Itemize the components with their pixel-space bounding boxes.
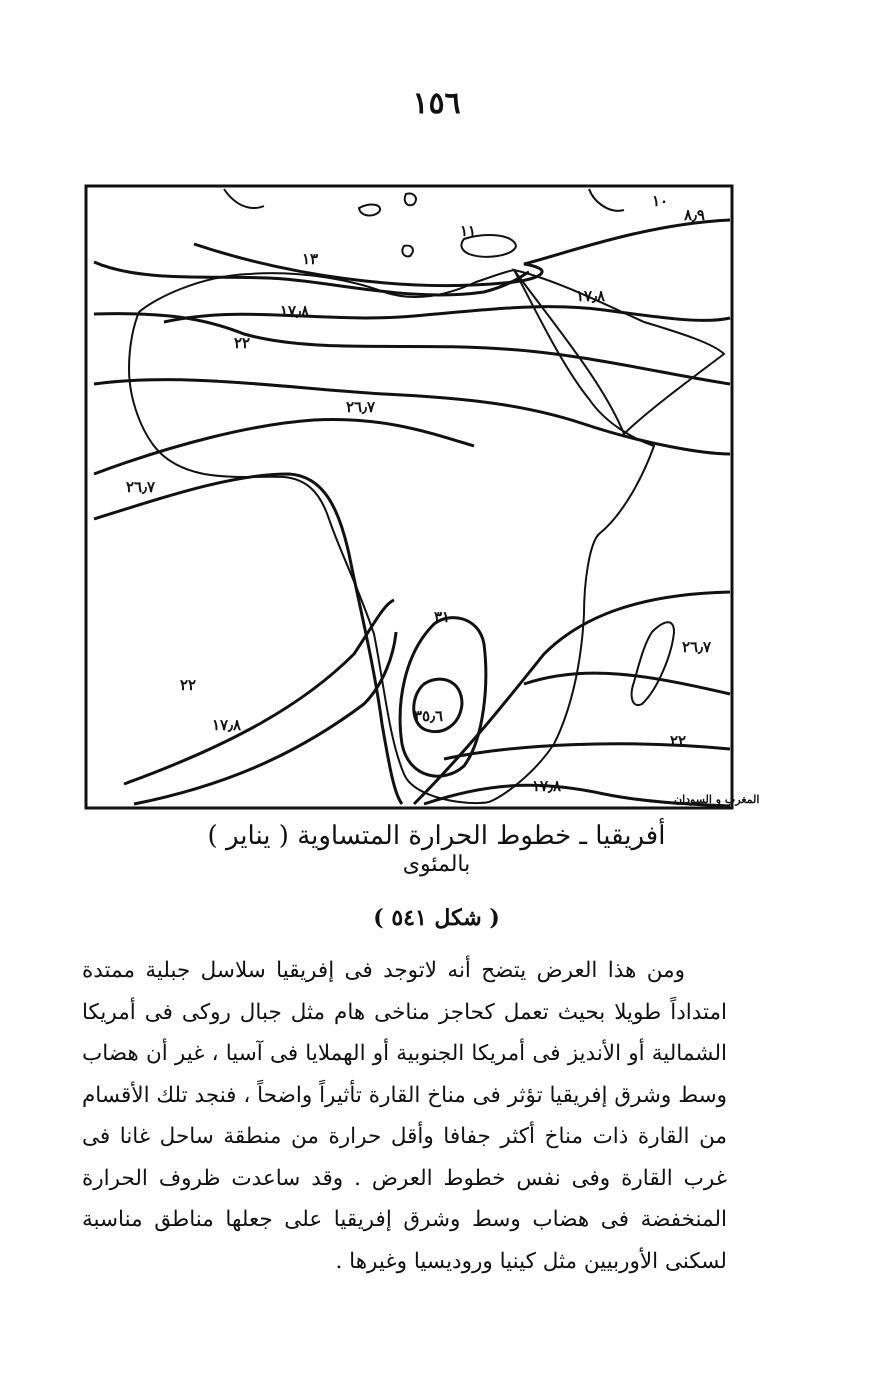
isotherm-label: ١١ <box>460 222 477 240</box>
isotherm-label: ١٧٫٨ <box>212 716 242 734</box>
isotherm-label: ٣١ <box>434 608 451 626</box>
island-outline <box>405 194 416 206</box>
map-border <box>86 186 732 808</box>
page-number: ١٥٦ <box>412 86 461 121</box>
island-outline <box>402 246 412 257</box>
isotherm-label: ١٠ <box>652 192 669 210</box>
africa-coastline <box>129 270 654 803</box>
africa-isotherm-map <box>84 184 760 810</box>
body-paragraph: ومن هذا العرض يتضح أنه لاتوجد فى إفريقيا سلاسل جبلية ممتدة امتداداً طويلا بحيث تعمل كحاجز مناخى هام مثل جبال روكى فى أمريكا الشمالية أو الأنديز فى أمريكا الجنوبية أو الهملايا فى آسيا ، غير أن هضاب وسط وشرق إفريقيا تؤثر فى مناخ القارة تأثيراً واضحاً ، فنجد تلك الأقسام من القارة ذات مناخ أكثر جفافا وأقل حرارة من منطقة ساحل غانا فى غرب القارة وفى نفس خطوط العرض . وقد ساعدت ظروف الحرارة المنخفضة فى هضاب وسط وشرق إفريقيا على جعلها مناطق مناسبة لسكنى الأوربيين مثل كينيا وروديسيا وغيرها . <box>82 958 727 1274</box>
isotherm-label: ١٧٫٨ <box>576 287 606 305</box>
isotherm-line <box>94 419 474 474</box>
isotherm-label: ٢٦٫٧ <box>126 478 156 496</box>
madagascar-outline <box>632 622 674 705</box>
isotherm-line <box>444 744 730 759</box>
body-text <box>82 950 727 1282</box>
isotherm-label: ١٣ <box>302 250 319 268</box>
isotherm-line <box>94 314 730 384</box>
isotherm-label: ٨٫٩ <box>684 206 705 224</box>
isotherm-label: ٢٢ <box>180 676 197 694</box>
coast-fragment <box>224 189 264 208</box>
isotherm-label: ١٧٫٨ <box>532 777 562 795</box>
isotherm-line <box>524 673 730 694</box>
figure-caption-title: أفريقيا ـ خطوط الحرارة المتساوية ( يناير ) <box>207 821 666 851</box>
isotherm-line <box>124 600 394 784</box>
map-drawing <box>84 184 734 810</box>
isotherm-label: ٣٥٫٦ <box>414 707 444 725</box>
isotherm-label: ٢٦٫٧ <box>346 398 376 416</box>
isotherm-label: ٢٢ <box>670 732 687 750</box>
isotherm-label: ١٧٫٨ <box>280 302 310 320</box>
isotherm-line <box>94 474 402 804</box>
isotherm-line <box>134 632 396 804</box>
isotherm-label: ٢٦٫٧ <box>682 638 712 656</box>
map-credit: المغرب و السودان <box>674 793 760 806</box>
figure-number: ( شكل ٥٤١ ) <box>373 905 500 931</box>
figure-caption-subtitle: بالمئوى <box>402 852 471 877</box>
coast-fragment <box>589 189 624 211</box>
isotherm-line <box>164 307 730 322</box>
isotherm-label: ٢٢ <box>234 334 251 352</box>
island-outline <box>359 205 380 216</box>
isotherm-closed-31 <box>400 618 486 777</box>
